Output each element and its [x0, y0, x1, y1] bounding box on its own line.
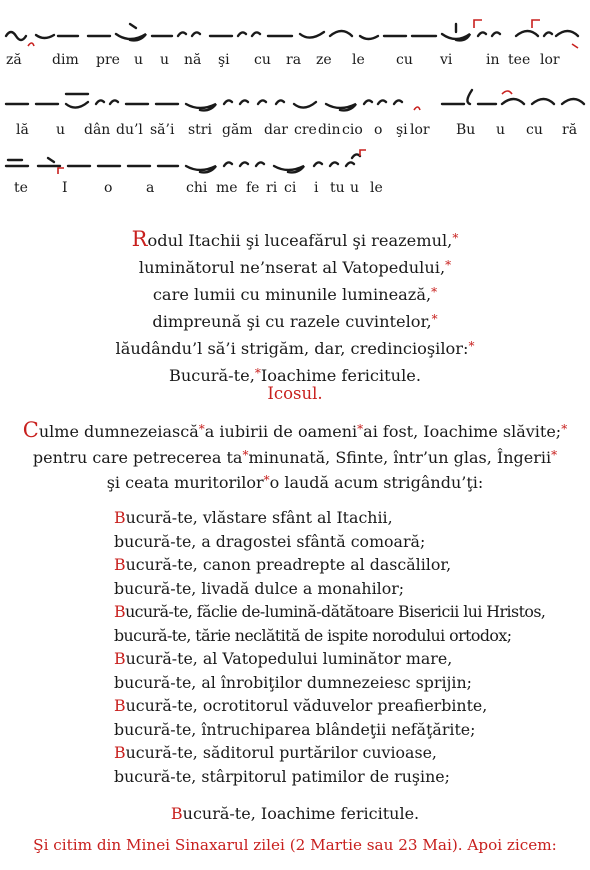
chant-syllable: te — [14, 180, 28, 196]
asterisk-mark: * — [242, 447, 249, 462]
asterisk-mark: * — [468, 339, 475, 353]
chant-syllable: I — [62, 180, 68, 196]
salutation-verse: Bucură-te, canon preadrepte al dascălilor, — [114, 555, 452, 574]
salutation-verse: bucură-te, stârpitorul patimilor de ruşine; — [114, 766, 450, 786]
chant-syllable: e — [522, 52, 531, 68]
salutation-verse: bucură-te, întruchiparea blândeţii nefăţărite; — [114, 719, 476, 739]
asterisk-mark: * — [452, 231, 459, 245]
chant-syllable: u — [496, 122, 506, 138]
chant-row-1 — [0, 14, 590, 74]
chant-syllable: să’i — [150, 122, 175, 138]
chant-syllable: nă — [184, 52, 202, 68]
chant-syllable: chi — [186, 180, 208, 196]
chant-syllable: a — [146, 180, 155, 196]
salutation-verse: bucură-te, a dragostei sfântă comoară; — [114, 531, 426, 551]
chant-syllable: şi — [396, 122, 408, 138]
salutation-verse: Bucură-te, al Vatopedului luminător mare, — [114, 649, 453, 668]
chant-row-2 — [0, 84, 590, 144]
chant-syllable: o — [374, 122, 383, 138]
neume-notation-2 — [0, 84, 590, 124]
chant-syllable: du’l — [116, 122, 143, 138]
chant-syllable: i — [314, 180, 319, 196]
chant-syllable: ză — [6, 52, 22, 68]
asterisk-mark: * — [561, 422, 568, 436]
salutation-verse: Bucură-te, săditorul purtărilor cuvioase, — [114, 743, 437, 762]
troparion-line: lăudându’l să’i strigăm, dar, credincioşilor:* — [115, 339, 475, 358]
ikos-line: Culme dumnezeiască*a iubirii de oameni*ai fost, Ioachime slăvite;* — [22, 418, 568, 442]
troparion-refrain: Bucură-te,*Ioachime fericitule. — [168, 366, 421, 385]
chant-syllable: lă — [16, 122, 29, 138]
chant-syllable: pre — [96, 52, 120, 68]
chant-syllable: stri — [188, 122, 212, 138]
chant-syllable: cre — [294, 122, 317, 138]
chant-syllable: u — [134, 52, 144, 68]
asterisk-mark: * — [431, 285, 438, 299]
troparion-line: dimpreună şi cu razele cuvintelor,* — [152, 312, 438, 331]
chant-syllable: in — [486, 52, 500, 68]
chant-syllable: lor — [410, 122, 430, 138]
salutation-verse: Bucură-te, făclie de-lumină-dătătoare Bisericii lui Hristos, — [114, 602, 546, 621]
troparion-line: care lumii cu minunile luminează,* — [152, 285, 438, 304]
section-title: Icosul. — [267, 384, 323, 403]
chant-syllable: u — [350, 180, 360, 196]
chant-syllable: ră — [562, 122, 578, 138]
chant-syllable: me — [216, 180, 238, 196]
salutation-verse: Bucură-te, vlăstare sfânt al Itachii, — [114, 508, 393, 527]
drop-initial: C — [22, 418, 39, 442]
chant-syllable: şi — [218, 52, 230, 68]
chant-syllable: dar — [264, 122, 289, 138]
chant-syllable: ri — [266, 180, 278, 196]
chant-syllable: găm — [222, 122, 253, 138]
ikos-intro — [0, 418, 590, 495]
ikos-line: pentru care petrecerea ta*minunată, Sfinte, într’un glas, Îngerii* — [32, 447, 558, 467]
chant-row-3 — [0, 148, 590, 204]
chant-syllable: dim — [52, 52, 79, 68]
chant-syllable: Bu — [456, 122, 476, 138]
chant-syllable: cu — [396, 52, 413, 68]
troparion-line: luminătorul ne’nserat al Vatopedului,* — [138, 258, 452, 277]
chant-syllable: te — [508, 52, 522, 68]
chant-syllable: din — [318, 122, 341, 138]
asterisk-mark: * — [254, 366, 261, 380]
asterisk-mark: * — [445, 258, 452, 272]
asterisk-mark: * — [357, 422, 364, 436]
asterisk-mark: * — [551, 447, 558, 462]
salutation-verse: Bucură-te, ocrotitorul văduvelor preafierbinte, — [114, 696, 488, 715]
chant-syllable: fe — [246, 180, 260, 196]
chant-syllable: lor — [540, 52, 560, 68]
chant-syllable: u — [160, 52, 170, 68]
chant-syllable: cio — [342, 122, 363, 138]
chant-syllable: dân — [84, 122, 111, 138]
salutation-verse: bucură-te, livadă dulce a monahilor; — [114, 578, 405, 598]
chant-syllable: le — [352, 52, 365, 68]
chant-syllable: ci — [284, 180, 297, 196]
salutation-list — [114, 506, 590, 788]
asterisk-mark: * — [263, 473, 270, 487]
chant-syllable: ze — [316, 52, 332, 68]
neume-notation-1 — [0, 14, 590, 54]
rubric-note: Şi citim din Minei Sinaxarul zilei (2 Martie sau 23 Mai). Apoi zicem: — [33, 836, 557, 854]
chant-syllable: vi — [440, 52, 453, 68]
chant-syllable: le — [370, 180, 383, 196]
salutation-verse: bucură-te, al înrobiţilor dumnezeiesc sprijin; — [114, 672, 472, 692]
salutation-verse: bucură-te, tărie neclătită de ispite norodului ortodox; — [114, 625, 512, 645]
ikos-line: şi ceata muritorilor*o laudă acum strigându’ţi: — [106, 473, 484, 492]
ikos-refrain: Bucură-te, Ioachime fericitule. — [170, 804, 420, 823]
asterisk-mark: * — [431, 312, 438, 326]
chant-syllable: o — [104, 180, 113, 196]
chant-syllable: ra — [286, 52, 302, 68]
chant-syllable: cu — [254, 52, 271, 68]
asterisk-mark: * — [198, 422, 205, 436]
troparion-line: Rodul Itachii şi luceafărul şi reazemul,* — [131, 227, 459, 251]
chant-syllable: u — [56, 122, 66, 138]
chant-syllable: tu — [330, 180, 345, 196]
troparion-text — [0, 226, 590, 388]
drop-initial: R — [131, 227, 148, 251]
chant-syllable: cu — [526, 122, 543, 138]
